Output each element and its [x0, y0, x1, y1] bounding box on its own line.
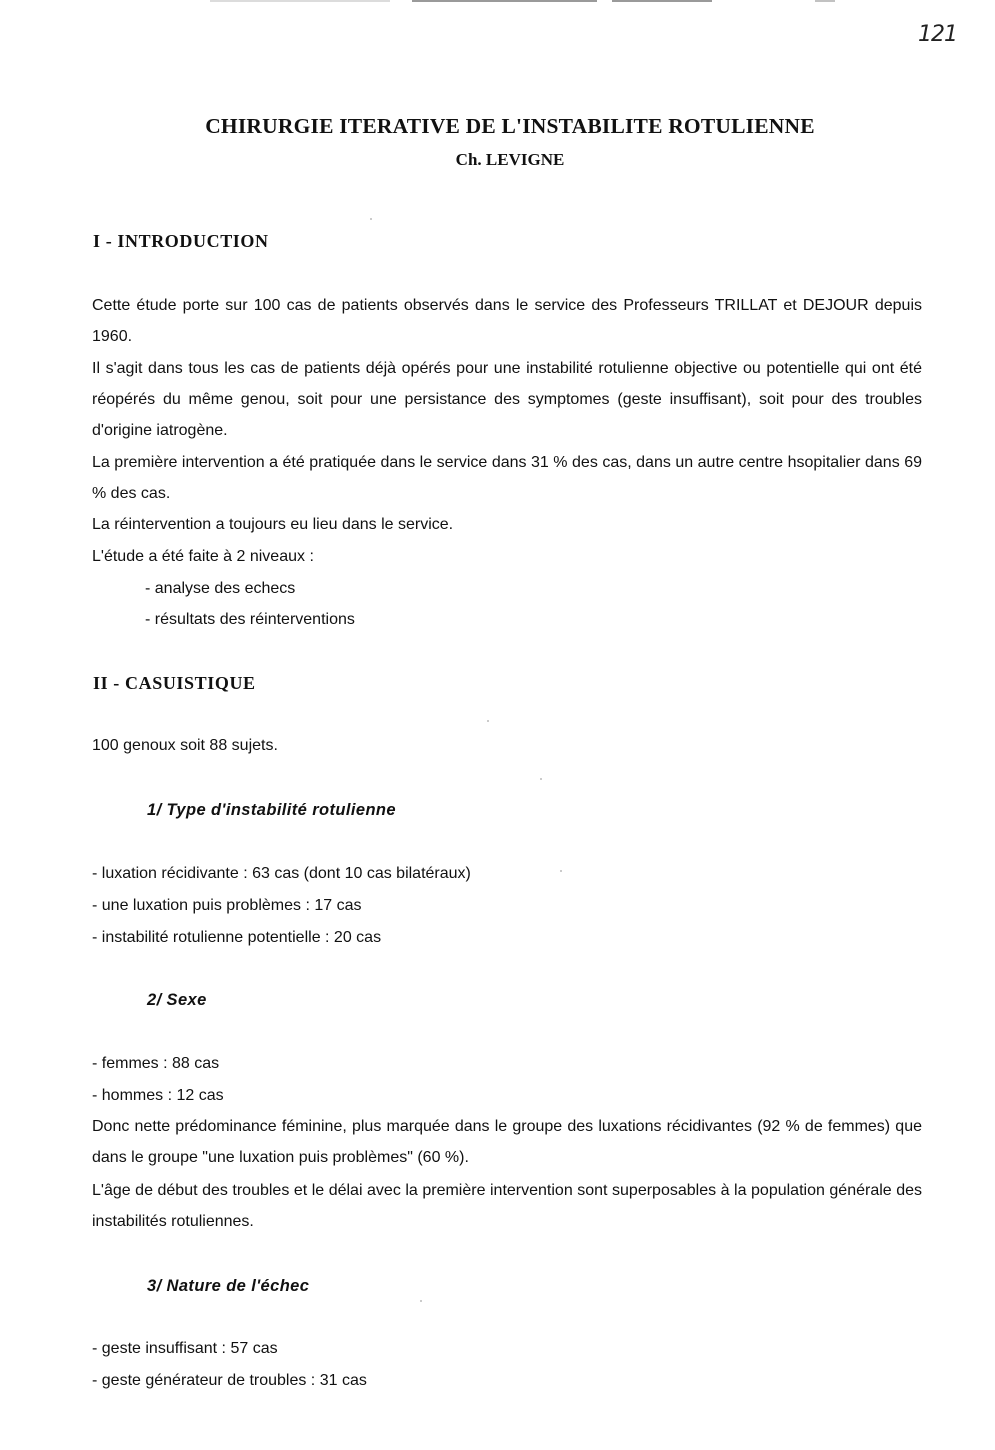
scan-speck [487, 720, 489, 722]
subheading-sexe: 2/ Sexe [147, 991, 207, 1009]
document-author: Ch. LEVIGNE [455, 150, 565, 169]
section-heading-casuistique: II - CASUISTIQUE [93, 673, 256, 693]
document-title: CHIRURGIE ITERATIVE DE L'INSTABILITE ROTULIENNE [205, 114, 815, 138]
list-item: - hommes : 12 cas [92, 1087, 224, 1104]
intro-paragraph-2: Il s'agit dans tous les cas de patients déjà opérés pour une instabilité rotulienne objective ou potentielle qui ont été réopérés du même genou, soit pour une persistance des symptomes (geste insuffisant), soit pour des troubles d'origine iatrogène. [92, 360, 922, 440]
intro-paragraph-3: La première intervention a été pratiquée dans le service dans 31 % des cas, dans un autre centre hsopitalier dans 69 % des cas. [92, 454, 922, 503]
scan-speck [560, 870, 562, 872]
sexe-paragraph-2: L'âge de début des troubles et le délai avec la première intervention sont superposables à la population générale des instabilités rotuliennes. [92, 1182, 922, 1231]
intro-paragraph-1: Cette étude porte sur 100 cas de patients observés dans le service des Professeurs TRILLAT et DEJOUR depuis 1960. [92, 297, 922, 346]
sexe-paragraph-1: Donc nette prédominance féminine, plus marquée dans le groupe des luxations récidivantes (92 % de femmes) que dans le groupe "une luxation puis problèmes" (60 %). [92, 1118, 922, 1167]
scan-speck [370, 218, 372, 220]
scan-artifact [815, 0, 835, 2]
list-item: - geste générateur de troubles : 31 cas [92, 1372, 367, 1389]
list-item-level-1: - analyse des echecs [145, 580, 296, 597]
list-item: - geste insuffisant : 57 cas [92, 1340, 278, 1357]
scan-speck [540, 778, 542, 780]
casuistique-intro: 100 genoux soit 88 sujets. [92, 737, 278, 754]
scan-speck [420, 1300, 422, 1302]
list-item-level-2: - résultats des réinterventions [145, 611, 355, 628]
subheading-type-instabilite: 1/ Type d'instabilité rotulienne [147, 801, 396, 819]
section-heading-introduction: I - INTRODUCTION [93, 231, 269, 251]
intro-paragraph-5: L'étude a été faite à 2 niveaux : [92, 548, 314, 565]
list-item: - femmes : 88 cas [92, 1055, 220, 1072]
list-item: - luxation récidivante : 63 cas (dont 10 cas bilatéraux) [92, 865, 471, 882]
scan-artifact [412, 0, 597, 2]
scan-artifact [210, 0, 390, 2]
subheading-nature-echec: 3/ Nature de l'échec [147, 1277, 310, 1295]
list-item: - instabilité rotulienne potentielle : 20 cas [92, 929, 382, 946]
page-number: 121 [918, 22, 957, 47]
scan-artifact [612, 0, 712, 2]
intro-paragraph-4: La réintervention a toujours eu lieu dans le service. [92, 516, 454, 533]
list-item: - une luxation puis problèmes : 17 cas [92, 897, 362, 914]
